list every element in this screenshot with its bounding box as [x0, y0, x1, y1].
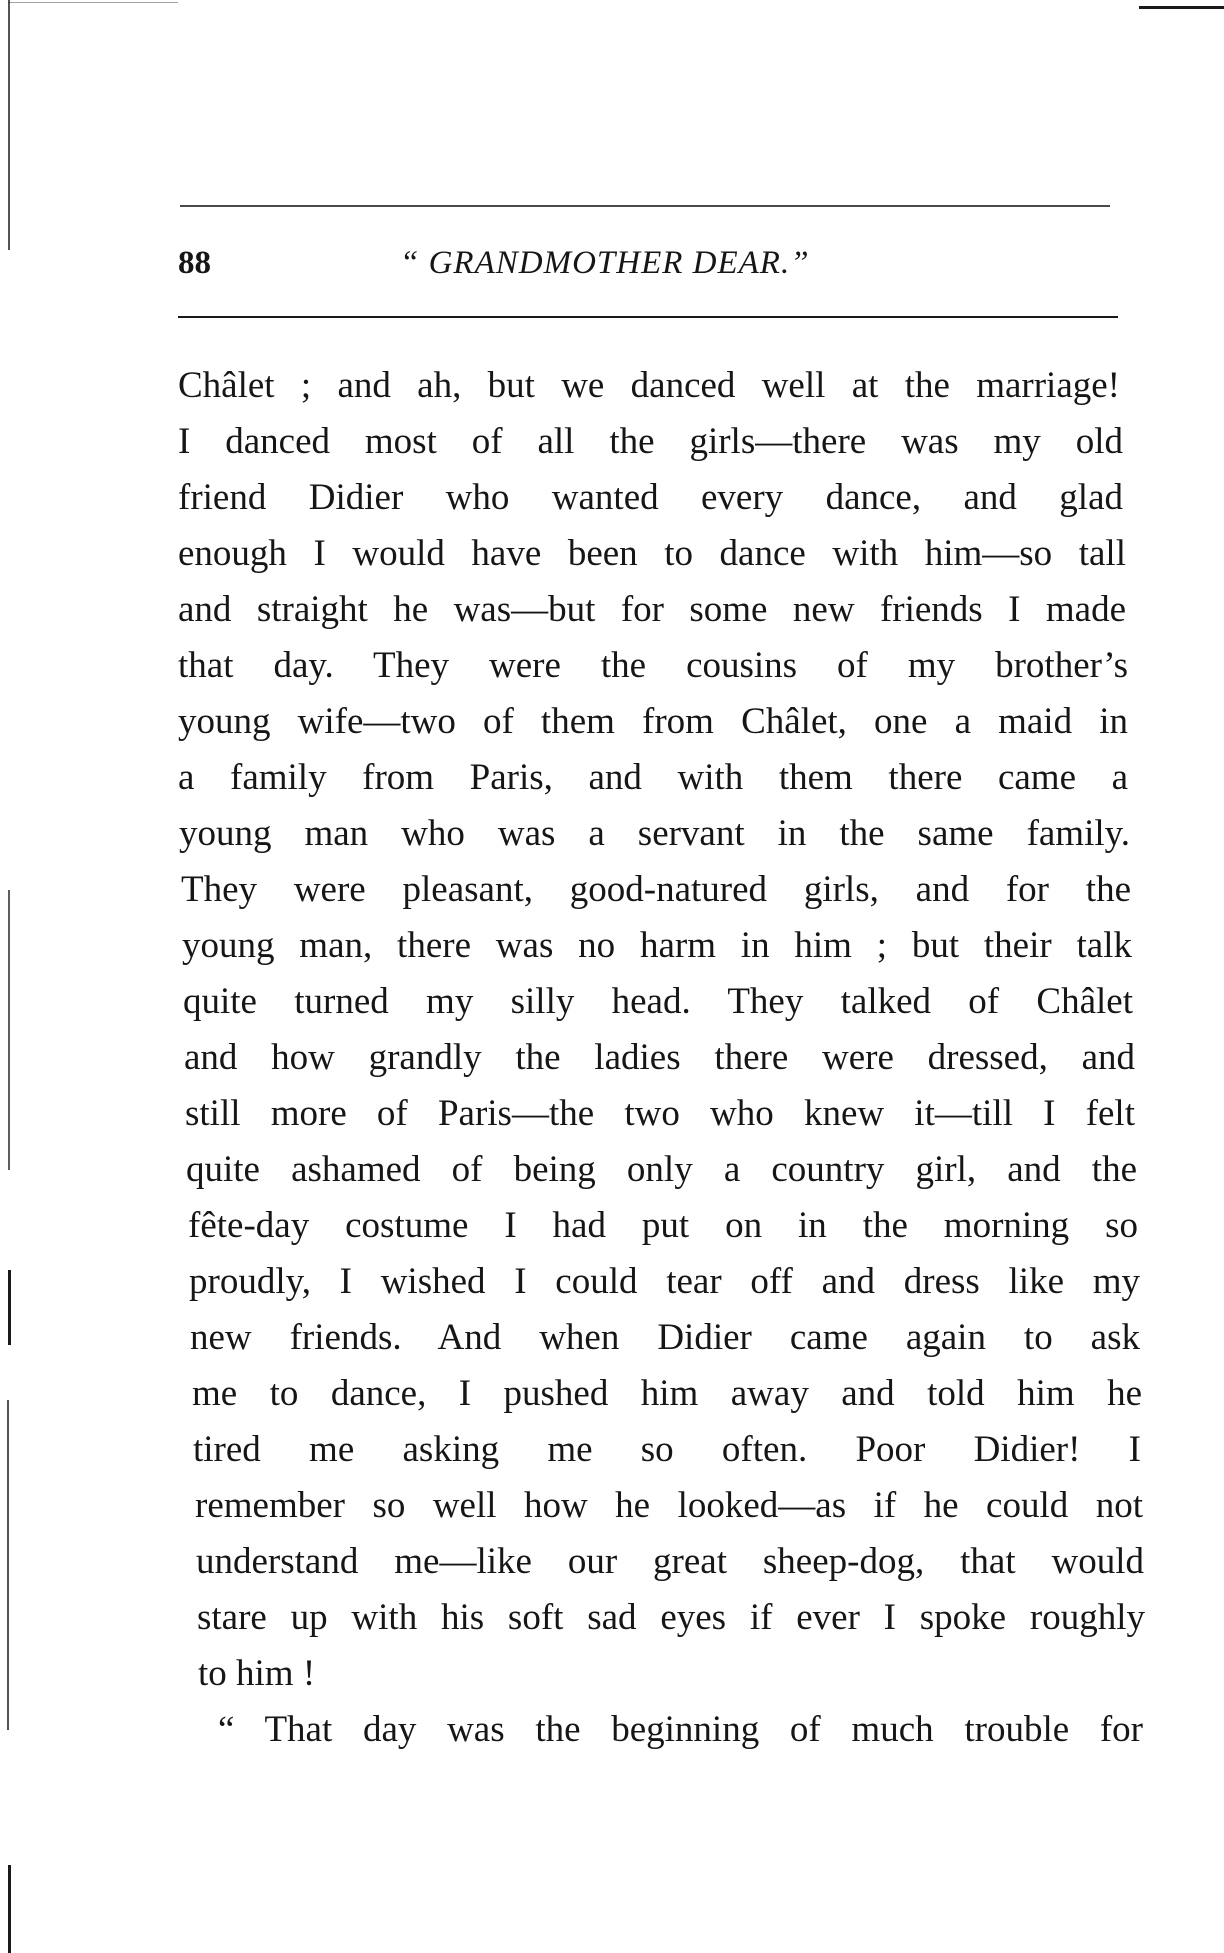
text-line: I danced most of all the girls—there was my old — [178, 421, 1123, 462]
text-line: quite turned my silly head. They talked of Châlet — [183, 981, 1133, 1022]
text-line: remember so well how he looked—as if he could not — [195, 1485, 1143, 1526]
text-line: They were pleasant, good-natured girls, and for the — [181, 869, 1131, 910]
text-line: that day. They were the cousins of my brother’s — [178, 645, 1128, 686]
text-line: proudly, I wished I could tear off and dress like my — [189, 1261, 1140, 1302]
text-line: friend Didier who wanted every dance, and glad — [178, 477, 1123, 518]
text-line: to him ! — [198, 1653, 316, 1694]
text-line: and straight he was—but for some new friends I made — [178, 589, 1126, 630]
text-line: young man, there was no harm in him ; but their talk — [182, 925, 1132, 966]
text-line: tired me asking me so often. Poor Didier! I — [193, 1429, 1141, 1470]
text-line: stare up with his soft sad eyes if ever I spoke roughly — [197, 1597, 1145, 1638]
text-line: understand me—like our great sheep-dog, that would — [196, 1541, 1144, 1582]
text-line: still more of Paris—the two who knew it—till I felt — [185, 1093, 1135, 1134]
text-line: quite ashamed of being only a country girl, and the — [186, 1149, 1137, 1190]
text-line: and how grandly the ladies there were dressed, and — [184, 1037, 1135, 1078]
text-line: young man who was a servant in the same family. — [179, 813, 1130, 854]
running-head: “ GRANDMOTHER DEAR.” — [400, 245, 810, 281]
page-number: 88 — [178, 245, 211, 281]
text-line: young wife—two of them from Châlet, one a maid in — [178, 701, 1128, 742]
text-line: Châlet ; and ah, but we danced well at the marriage! — [178, 365, 1120, 406]
text-line: “ That day was the beginning of much trouble for — [218, 1709, 1143, 1750]
text-line: a family from Paris, and with them there came a — [178, 757, 1128, 798]
text-line: enough I would have been to dance with him—so tall — [178, 533, 1126, 574]
text-line: new friends. And when Didier came again to ask — [190, 1317, 1140, 1358]
text-line: fête-day costume I had put on in the morning so — [188, 1205, 1138, 1246]
text-line: me to dance, I pushed him away and told him he — [192, 1373, 1142, 1414]
